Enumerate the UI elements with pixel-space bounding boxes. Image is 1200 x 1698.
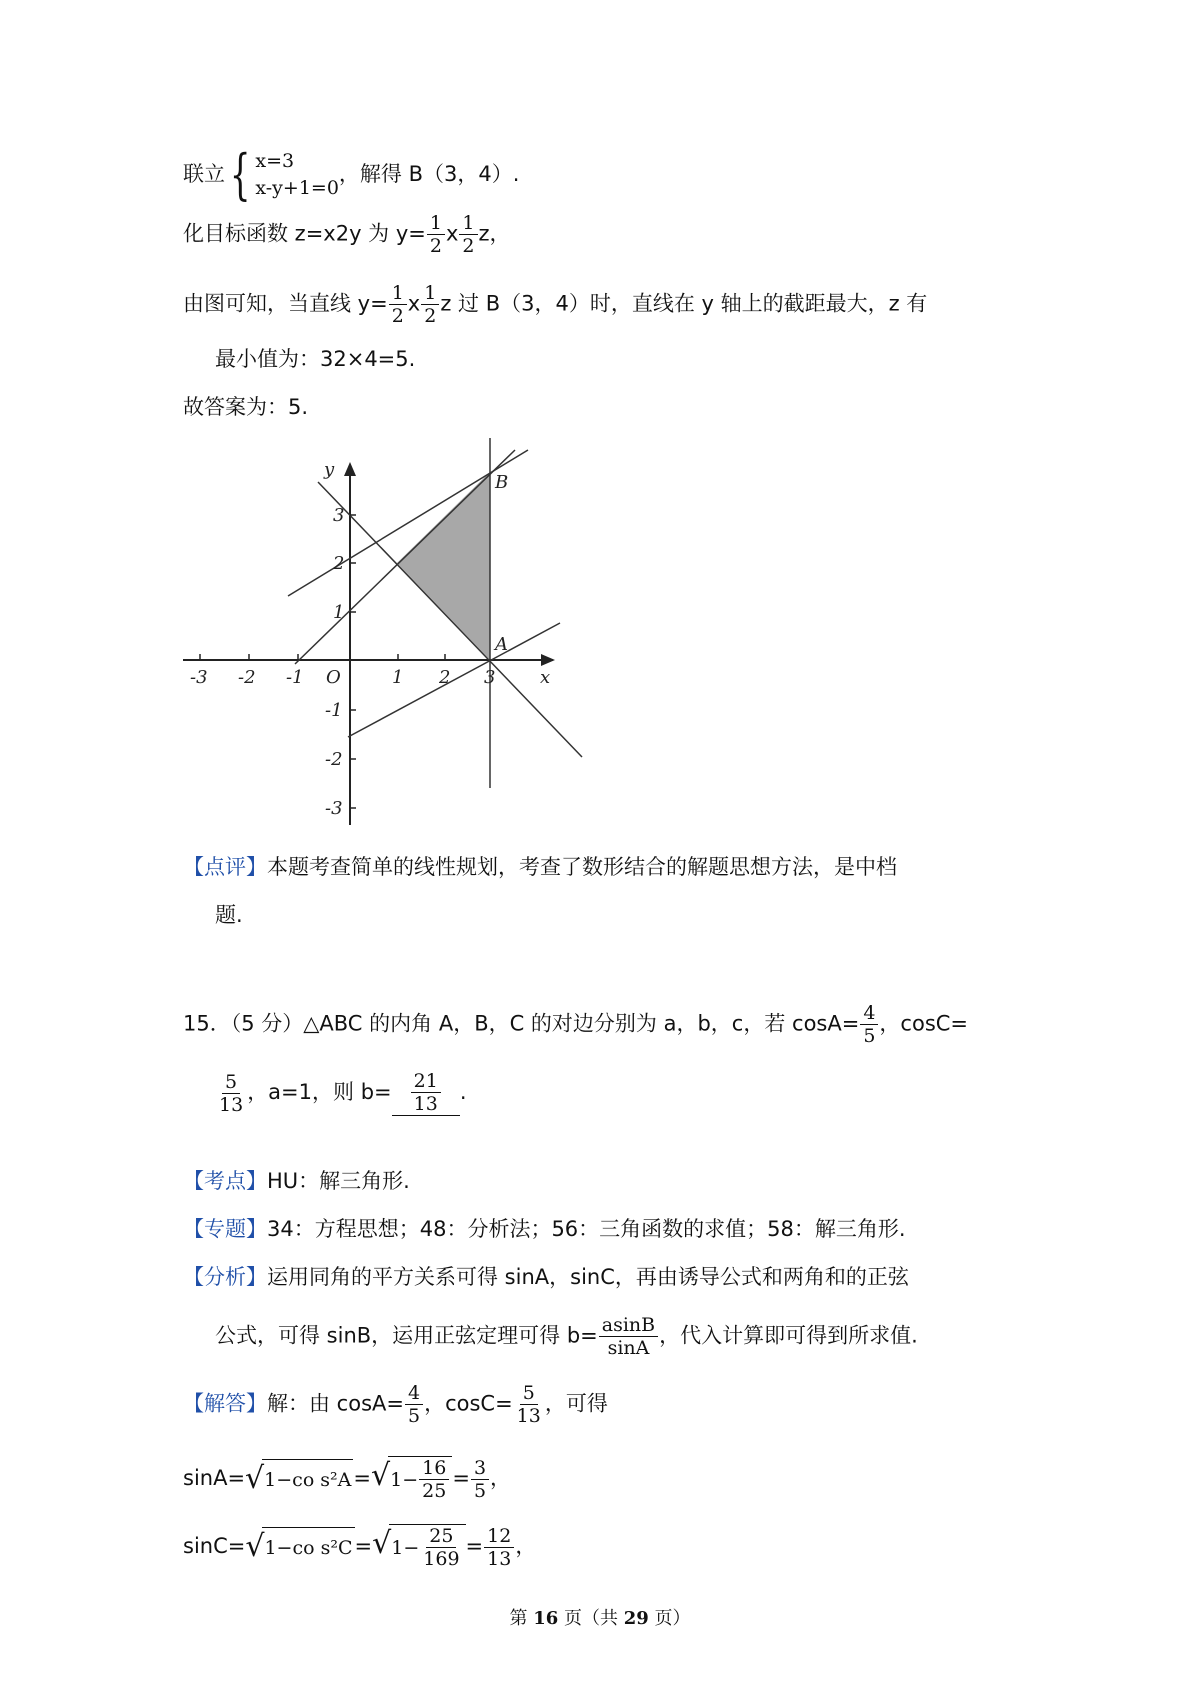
- square-root: √ 1−co s²C: [245, 1527, 354, 1567]
- page-number: 16: [533, 1608, 559, 1629]
- question-15-line-2: [215, 1070, 467, 1116]
- review-tag: 【点评】: [183, 855, 267, 879]
- equation-2: x-y+1=0: [255, 177, 339, 199]
- text: 15．（5 分）△ABC 的内角 A，B，C 的对边分别为 a，b，c，若 cosA=: [183, 1011, 860, 1036]
- text: .: [459, 1080, 467, 1104]
- text: 解：由 cosA=: [267, 1391, 404, 1416]
- text: sinA=: [183, 1466, 246, 1490]
- text: ，: [515, 1534, 537, 1558]
- text: ，可得: [544, 1391, 608, 1416]
- fraction: $\frac{1}{2}$: [421, 282, 439, 327]
- sinc-line: [183, 1524, 536, 1570]
- text: ，解得 B（3，4）.: [338, 162, 520, 186]
- text: z，: [478, 221, 511, 246]
- text: 本题考查简单的线性规划，考查了数形结合的解题思想方法，是中档: [267, 855, 897, 879]
- review-line: [183, 852, 897, 882]
- fraction: $\frac{5}{13}$: [219, 1070, 244, 1116]
- y-tick-label: -3: [325, 798, 343, 819]
- square-root: √ 1− $\frac{25}{169}$: [372, 1524, 465, 1570]
- zhuanti-tag: 【专题】: [183, 1217, 267, 1241]
- boundary-line-lower: [348, 623, 560, 737]
- fenxi-tag: 【分析】: [183, 1265, 267, 1289]
- square-root: √ 1−co s²A: [245, 1459, 353, 1499]
- text: HU：解三角形.: [267, 1169, 410, 1193]
- answer-blank: $\frac{21}{13}$: [392, 1070, 460, 1116]
- y-tick-label: 3: [333, 505, 345, 526]
- fraction: $\frac{4}{5}$: [860, 1002, 878, 1047]
- fraction: $\frac{1}{2}$: [459, 212, 477, 257]
- text: 化目标函数 z=x⁦2y 为 y=: [183, 221, 426, 246]
- text: z 过 B（3，4）时，直线在 y 轴上的截距最大，z 有: [440, 291, 928, 316]
- answer-line: 故答案为：⁦5.: [183, 395, 309, 419]
- fenxi-line-2: [215, 1314, 918, 1359]
- coordinate-graph: [0, 0, 1200, 840]
- text: =: [452, 1466, 470, 1490]
- min-value-line: 最小值为：3⁦2×4=⁦5.: [215, 347, 416, 371]
- question-15-line: [183, 1002, 968, 1047]
- text: 由图可知，当直线 y=: [183, 291, 388, 316]
- text: =: [354, 1534, 373, 1558]
- x-axis-arrow: [541, 654, 555, 666]
- fraction: $\frac{12}{13}$: [484, 1525, 514, 1570]
- fraction: $\frac{3}{5}$: [471, 1457, 489, 1502]
- review-line-2: 题.: [215, 903, 243, 927]
- jieda-line: [183, 1382, 608, 1427]
- text: =: [465, 1534, 484, 1558]
- text: =: [353, 1466, 371, 1490]
- text: 联立: [183, 162, 225, 186]
- x-tick-label: 3: [484, 667, 496, 688]
- y-axis-arrow: [344, 462, 356, 476]
- feasible-region: [397, 472, 490, 660]
- y-tick-label: -1: [325, 700, 343, 721]
- x-tick-label: -3: [190, 667, 208, 688]
- text: ，cosC=: [424, 1391, 513, 1416]
- text: sinC=: [183, 1534, 246, 1558]
- square-root: √ 1− $\frac{16}{25}$: [371, 1456, 452, 1502]
- y-tick-label: 1: [333, 602, 345, 623]
- x-tick-label: 1: [392, 667, 404, 688]
- text: 运用同角的平方关系可得 sinA，sinC，再由诱导公式和两角和的正弦: [267, 1265, 909, 1289]
- text: ，: [490, 1466, 512, 1490]
- sina-line: [183, 1456, 511, 1502]
- text: ，cosC=: [879, 1011, 969, 1036]
- zhuanti-line: [183, 1214, 906, 1244]
- page-total: 29: [623, 1608, 649, 1629]
- fraction: $\frac{5}{13}$: [516, 1382, 541, 1427]
- brace: {: [229, 143, 251, 206]
- page-footer: 第 16 页（共 29 页）: [509, 1608, 691, 1629]
- equation-1: x=3: [255, 150, 295, 172]
- text: x⁦: [407, 291, 421, 316]
- text: x⁦: [445, 221, 459, 246]
- text: 公式，可得 sinB，运用正弦定理可得 b=: [215, 1323, 598, 1348]
- fenxi-line: [183, 1262, 909, 1292]
- y-tick-label: 2: [333, 553, 345, 574]
- x-axis-label: x: [540, 667, 551, 688]
- point-b-label: B: [495, 472, 509, 493]
- fraction: $\frac{1}{2}$: [389, 282, 407, 327]
- x-tick-label: -2: [238, 667, 256, 688]
- fraction: $\frac{4}{5}$: [405, 1382, 423, 1427]
- origin-label: O: [326, 667, 341, 688]
- y-axis-label: y: [324, 459, 335, 480]
- y-tick-label: -2: [325, 749, 343, 770]
- x-tick-label: 2: [439, 667, 451, 688]
- jieda-tag: 【解答】: [183, 1391, 267, 1416]
- text: 34：方程思想；48：分析法；56：三角函数的求值；58：解三角形.: [267, 1217, 906, 1241]
- text: ，a=1，则 b=: [247, 1080, 392, 1104]
- fraction: $\frac{1}{2}$: [427, 212, 445, 257]
- kaodian-line: [183, 1166, 410, 1196]
- x-tick-label: -1: [286, 667, 304, 688]
- fraction: $\frac{asinB}{\sin A}$: [599, 1314, 658, 1359]
- point-a-label: A: [495, 634, 508, 655]
- text: ，代入计算即可得到所求值.: [659, 1323, 918, 1348]
- kaodian-tag: 【考点】: [183, 1169, 267, 1193]
